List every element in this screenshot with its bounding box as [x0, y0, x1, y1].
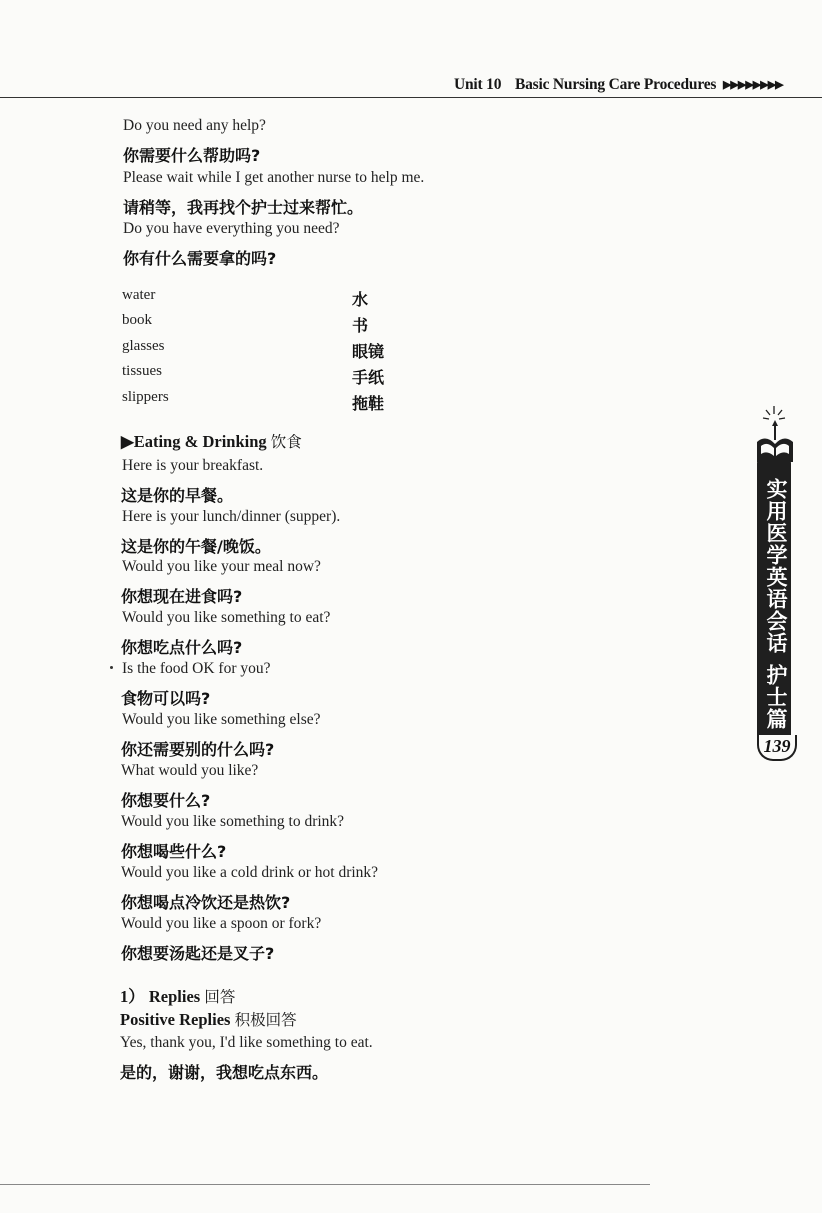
vocab-zh: 眼镜: [352, 342, 385, 361]
dialogue-line-zh: 你想要什么?: [121, 791, 211, 810]
dialogue-line-zh: 你想吃点什么吗?: [121, 638, 243, 657]
vocab-zh: 手纸: [352, 368, 385, 387]
dialogue-line-en: Would you like your meal now?: [122, 558, 321, 575]
intro-line-zh: 你有什么需要拿的吗?: [123, 249, 277, 268]
reply-line-zh: 是的，谢谢，我想吃点东西。: [120, 1063, 329, 1082]
vocab-en: glasses: [122, 338, 165, 354]
header-arrows-icon: ▶▶▶▶▶▶▶▶: [722, 79, 783, 91]
dialogue-line-zh: 你想喝点冷饮还是热饮?: [121, 893, 291, 912]
positive-replies-title: Positive Replies: [120, 1010, 231, 1029]
dialogue-line-zh: 你想喝些什么?: [121, 842, 227, 861]
intro-line-zh: 请稍等，我再找个护士过来帮忙。: [123, 198, 364, 217]
dialogue-line-zh: 你还需要别的什么吗?: [121, 740, 275, 759]
dialogue-line-zh: 你想要汤匙还是叉子?: [121, 944, 275, 963]
dialogue-line-en: Would you like a cold drink or hot drink?: [121, 864, 379, 881]
dialogue-line-en: Would you like something to drink?: [121, 813, 345, 830]
dialogue-line-en: Here is your lunch/dinner (supper).: [122, 508, 341, 525]
volume-title-vertical: 护士篇: [764, 664, 788, 730]
replies-title-zh: 回答: [204, 988, 236, 1006]
dialogue-line-zh: 食物可以吗?: [121, 689, 211, 708]
vocab-en: water: [122, 287, 156, 303]
reply-line-en: Yes, thank you, I'd like something to eat.: [120, 1034, 373, 1051]
intro-line-en: Do you have everything you need?: [123, 220, 340, 237]
dialogue-line-en: Here is your breakfast.: [122, 457, 264, 474]
dialogue-line-en: Would you like a spoon or fork?: [121, 915, 322, 932]
replies-title: Replies: [148, 987, 201, 1006]
unit-label: Unit 10: [454, 76, 502, 93]
dialogue-line-en: Is the food OK for you?: [122, 660, 271, 677]
positive-replies-heading: [120, 1008, 297, 1030]
vocab-en: book: [122, 312, 152, 328]
intro-line-en: Do you need any help?: [123, 117, 266, 134]
vocab-zh: 书: [352, 316, 369, 335]
bottom-rule: [0, 1184, 650, 1185]
open-book-icon: [752, 404, 798, 464]
vocab-zh: 水: [352, 290, 369, 309]
dialogue-line-zh: 这是你的早餐。: [121, 486, 234, 505]
replies-heading: [120, 983, 235, 1007]
positive-replies-title-zh: 积极回答: [234, 1011, 297, 1029]
dialogue-line-en: What would you like?: [121, 762, 259, 779]
dialogue-line-en: Would you like something else?: [122, 711, 321, 728]
section-heading-eating: [121, 430, 302, 452]
section-title-zh: 饮食: [270, 433, 302, 451]
replies-number: 1）: [120, 987, 145, 1006]
scan-speck: [110, 666, 113, 669]
side-tab: [757, 460, 791, 740]
header-rule: [0, 97, 822, 98]
chapter-title: Basic Nursing Care Procedures: [514, 76, 717, 93]
vocab-en: slippers: [122, 389, 169, 405]
dialogue-line-zh: 你想现在进食吗?: [121, 587, 243, 606]
dialogue-line-zh: 这是你的午餐/晚饭。: [121, 537, 271, 556]
intro-line-zh: 你需要什么帮助吗?: [123, 146, 261, 165]
book-title-vertical: 实用医学英语会话: [764, 478, 788, 654]
dialogue-line-en: Would you like something to eat?: [122, 609, 331, 626]
triangle-marker-icon: ▶: [121, 432, 134, 451]
section-title: Eating & Drinking: [133, 432, 267, 451]
page-number: 139: [757, 735, 797, 761]
vocab-en: tissues: [122, 363, 163, 379]
vocab-zh: 拖鞋: [352, 394, 385, 413]
intro-line-en: Please wait while I get another nurse to help me.: [123, 169, 425, 186]
